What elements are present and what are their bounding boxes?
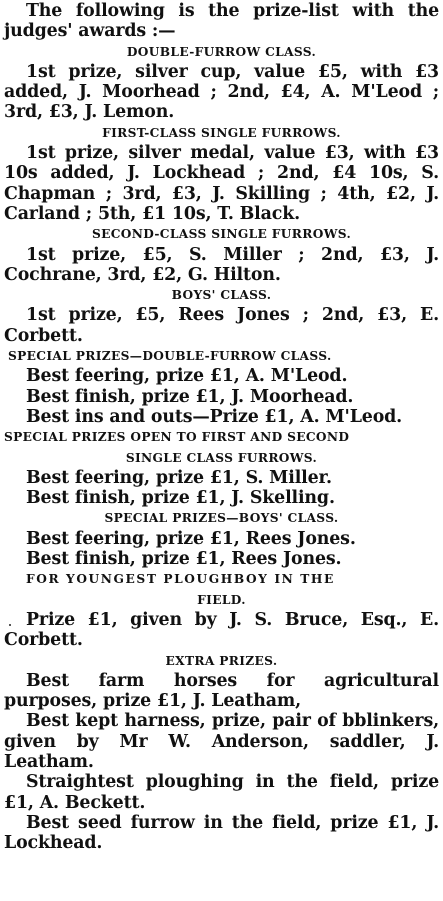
double-furrow-awards: 1st prize, silver cup, value £5, with £3 added, J. Moorhead ; 2nd, £4, A. M'Leod ; 3rd, £3, J. Lemon. [4, 61, 439, 123]
special-double-line: Best ins and outs—Prize £1, A. M'Leod. [26, 406, 403, 427]
heading-special-open-line1: SPECIAL PRIZES OPEN TO FIRST AND SECOND [4, 430, 350, 445]
extra-prize-item: Best farm horses for agricultural purposes, prize £1, J. Leatham, [4, 670, 439, 712]
heading-special-boys: SPECIAL PRIZES—BOYS' CLASS. [104, 511, 339, 526]
heading-special-double: SPECIAL PRIZES—DOUBLE-FURROW CLASS. [8, 349, 332, 364]
special-boys-line: Best feering, prize £1, Rees Jones. [26, 528, 356, 549]
special-double-line: Best finish, prize £1, J. Moorhead. [26, 386, 354, 407]
heading-second-class-single: SECOND-CLASS SINGLE FURROWS. [91, 227, 352, 242]
heading-youngest-line2: FIELD. [197, 592, 246, 607]
extra-prize-item: Straightest ploughing in the field, prize £1, A. Beckett. [4, 772, 439, 813]
special-open-line: Best finish, prize £1, J. Skelling. [26, 488, 335, 509]
heading-special-open-line2: SINGLE CLASS FURROWS. [125, 450, 318, 465]
intro-paragraph: The following is the prize-list with the judges' awards :— [4, 1, 439, 42]
heading-boys-class: BOYS' CLASS. [171, 288, 272, 303]
youngest-award: Prize £1, given by J. S. Bruce, Esq., E. Corbett. [4, 609, 439, 651]
heading-extra-prizes: EXTRA PRIZES. [165, 653, 278, 668]
heading-first-class-single: FIRST-CLASS SINGLE FURROWS. [102, 125, 341, 140]
heading-youngest-line1: FOR YOUNGEST PLOUGHBOY IN THE [26, 572, 335, 587]
second-class-single-awards: 1st prize, £5, S. Miller ; 2nd, £3, J. Cochrane, 3rd, £2, G. Hilton. [4, 244, 439, 285]
special-boys-line: Best finish, prize £1, Rees Jones. [26, 549, 342, 570]
special-double-line: Best feering, prize £1, A. M'Leod. [26, 366, 348, 387]
first-class-single-awards: 1st prize, silver medal, value £3, with £3 10s added, J. Lockhead ; 2nd, £4 10s, S. Chapman ; 3rd, £3, J. Skilling ; 4th, £2, J. Carland ; 5th, £1 10s, T. Black. [4, 143, 439, 224]
extra-prize-item: Best kept harness, prize, pair of bblinkers, given by Mr W. Anderson, saddler, J. Leatham. [4, 711, 439, 772]
boys-class-awards: 1st prize, £5, Rees Jones ; 2nd, £3, E. Corbett. [4, 305, 439, 346]
extra-prize-item: Best seed furrow in the field, prize £1, J. Lockhead. [4, 812, 439, 854]
special-open-line: Best feering, prize £1, S. Miller. [26, 467, 332, 488]
heading-double-furrow: DOUBLE-FURROW CLASS. [126, 44, 317, 59]
print-speck [9, 624, 11, 626]
